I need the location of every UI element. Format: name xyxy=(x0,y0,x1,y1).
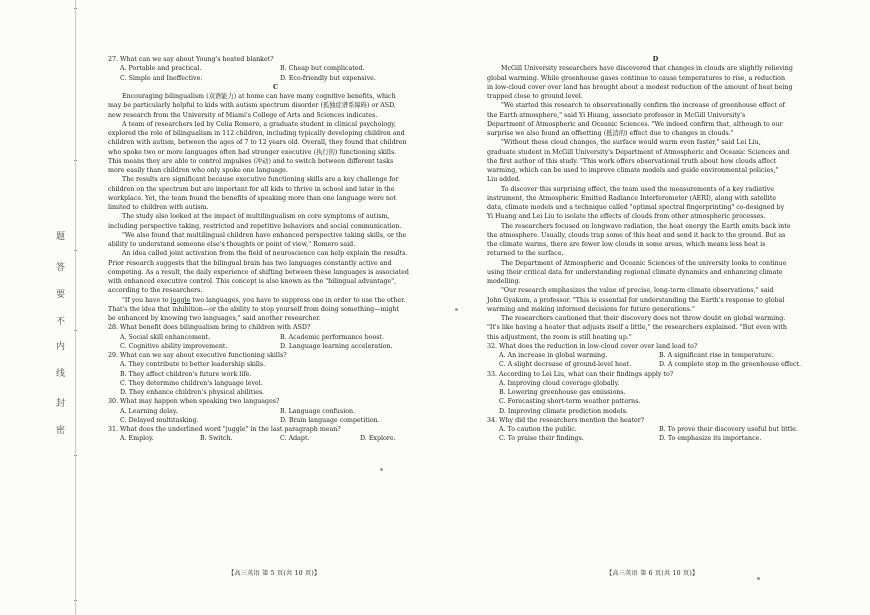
answer-option: A. Learning delay. xyxy=(120,407,178,415)
passage-line: who spoke two or more languages often had stronger executive (执行的) functioning skills. xyxy=(108,148,397,156)
answer-option: B. They affect children's future work life. xyxy=(120,370,252,378)
paragraph-start: The researchers focused on longwave radiation, the heat energy the Earth emits back into xyxy=(501,222,791,230)
answer-option: B. Academic performance boost. xyxy=(280,333,385,341)
passage-line: the climate warms, there are fewer low clouds in some areas, which means less heat is xyxy=(487,241,766,248)
passage-line: warming and making informed decisions for future generations." xyxy=(487,305,695,313)
paragraph-start: McGill University researchers have discovered that changes in clouds are slightly relieving xyxy=(501,65,793,73)
answer-option: B. A significant rise in temperature. xyxy=(659,352,774,359)
passage-line: This means they are able to control impulses (冲动) and to switch between different tasks xyxy=(108,157,394,165)
answer-option: C. Delayed multitasking. xyxy=(120,416,199,424)
answer-option: A. They contribute to better leadership skills. xyxy=(120,361,266,369)
answer-option: A. Portable and practical. xyxy=(120,65,202,73)
paragraph-start: The Department of Atmospheric and Oceanic Sciences of the university looks to continue xyxy=(501,259,787,267)
answer-options-row xyxy=(108,416,443,425)
passage-line: Liu added. xyxy=(487,176,521,184)
paragraph-start: "We also found that multilingual children have enhanced perspective taking skills, or the xyxy=(122,231,407,239)
margin-char: 要 xyxy=(56,290,66,300)
question-stem: 30. What may happen when speaking two languages? xyxy=(108,398,280,406)
question-stem: 34. Why did the researchers mention the heater? xyxy=(487,416,645,424)
passage-line: including perspective taking, restricted and repetitive behaviors and social communication. xyxy=(108,222,402,230)
margin-char: 内 xyxy=(56,342,66,352)
paragraph-start: "Without these cloud changes, the surface would warm even faster," said Lei Liu, xyxy=(501,139,761,147)
underlined-word: juggle xyxy=(170,296,191,304)
answer-options-row xyxy=(487,360,824,369)
answer-option: C. Forecasting short-term weather patterns. xyxy=(499,398,641,406)
answer-option: C. To praise their findings. xyxy=(499,435,584,443)
passage-line: surprise we also found an offsetting (抵消的) effect due to changes in clouds." xyxy=(487,130,734,137)
question-stem: 27. What can we say about Young's heated blanket? xyxy=(108,56,274,63)
answer-options-row xyxy=(108,333,443,342)
answer-options-row xyxy=(487,425,824,434)
passage-line: warming, which can be used to improve climate models and guide environmental policies," xyxy=(487,167,779,174)
question-stem: 32. What does the reduction in low-cloud cover over land lead to? xyxy=(487,342,698,350)
passage-line: according to the researchers. xyxy=(108,287,203,295)
scan-dot xyxy=(757,577,760,580)
passage-line: That's the idea that inhibition—or the ability to stop yourself from doing something—might xyxy=(108,305,400,313)
passage-line: John Gyakum, a professor. "This is essential for understanding the Earth's response to global xyxy=(487,296,785,304)
passage-line: more easily than children who only spoke one language. xyxy=(108,167,288,174)
passage-line: explored the role of bilingualism in 112 children, including typically developing children and xyxy=(108,130,405,137)
paragraph-start xyxy=(108,296,443,305)
passage-line: global warming. While greenhouse gases continue to cause temperatures to rise, a reduction xyxy=(487,74,786,82)
question-stem: 29. What can we say about executive functioning skills? xyxy=(108,352,287,359)
footer-right: 【高三英语 第 6 页(共 10 页)】 xyxy=(606,570,699,577)
passage-line: Yi Huang and Lei Liu to isolate the effects of clouds from other atmospheric processes. xyxy=(487,213,766,221)
question-stem: 28. What benefit does bilingualism bring to children with ASD? xyxy=(108,324,311,332)
answer-option: D. Brain language competition. xyxy=(280,416,380,424)
paragraph-start: An idea called joint activation from the field of neuroscience can help explain the results. xyxy=(122,250,408,258)
margin-char: 封 xyxy=(56,399,66,409)
scan-dot xyxy=(380,468,383,471)
passage-line: Prior research suggests that the bilingual brain has two languages constantly active and xyxy=(108,259,392,267)
scan-dot xyxy=(455,308,458,311)
answer-option: B. Lowering greenhouse gas emissions. xyxy=(499,389,626,396)
answer-option: C. A slight decrease of ground-level heat. xyxy=(499,361,632,369)
answer-option: B. Cheap but complicated. xyxy=(280,65,365,73)
passage-line: workplace. Yet, the team found the benefits of speaking more than one language were not xyxy=(108,194,397,202)
paragraph-start: Encouraging bilingualism (双语能力) at home can have many cognitive benefits, which xyxy=(122,93,396,100)
answer-options-row xyxy=(108,342,443,351)
answer-option: D. Eco-friendly but expensive. xyxy=(280,74,376,82)
passage-line: using their critical data for understanding regional climate dynamics and enhancing climate xyxy=(487,268,783,276)
margin-char: 不 xyxy=(56,317,66,327)
passage-line: the atmosphere. Usually, clouds trap some of this heat and send it back to the ground. But as xyxy=(487,231,786,239)
binding-margin xyxy=(0,0,78,615)
passage-line: "It's like having a heater that adjusts itself a little," the researchers explained. "But even with xyxy=(487,324,787,332)
answer-option: D. Explore. xyxy=(360,435,396,443)
passage-text: two languages, you have to suppress one in order to use the other. xyxy=(190,296,406,304)
paragraph-start: The study also looked at the impact of multilingualism on core symptoms of autism, xyxy=(122,213,390,221)
passage-line: be enhanced by knowing two languages," said another researcher. xyxy=(108,315,321,322)
answer-option: B. Language confusion. xyxy=(280,407,356,415)
answer-option: C. Simple and Ineffective. xyxy=(120,74,203,82)
answer-option: C. Cognitive ability improvement. xyxy=(120,342,228,350)
answer-option: D. A complete stop in the greenhouse effect. xyxy=(659,361,802,369)
answer-options-row xyxy=(108,434,443,443)
left-column xyxy=(108,55,443,444)
binding-line xyxy=(75,0,76,615)
answer-option: A. To caution the public. xyxy=(499,426,577,433)
passage-line: children on the spectrum but are important for all kids to thrive in school and later in the xyxy=(108,185,395,193)
margin-char: 答 xyxy=(56,263,66,273)
answer-option: C. Adapt. xyxy=(280,435,310,443)
answer-option: D. They enhance children's physical abilities. xyxy=(120,389,265,396)
footer-left: 【高三英语 第 5 页(共 10 页)】 xyxy=(228,570,321,577)
passage-line: ability to understand someone else's thoughts or point of view," Romero said. xyxy=(108,241,356,248)
passage-line: Department of Atmospheric and Oceanic Sciences. "We indeed confirm that, although to our xyxy=(487,120,783,128)
right-column xyxy=(487,55,824,444)
answer-option: A. Social skill enhancement. xyxy=(120,333,211,341)
answer-option: D. To emphasize its importance. xyxy=(659,435,762,443)
answer-option: A. Improving cloud coverage globally. xyxy=(499,379,620,387)
passage-line: may be particularly helpful to kids with autism spectrum disorder (孤独症谱系障碍) or ASD, xyxy=(108,102,396,110)
answer-options-row xyxy=(487,351,824,360)
answer-option: B. Switch. xyxy=(200,435,233,443)
margin-char: 密 xyxy=(56,426,66,436)
section-heading: C xyxy=(272,83,278,91)
passage-line: the first author of this study. "This work offers observational truth about how clouds affect xyxy=(487,157,777,165)
passage-line: trapped close to ground level. xyxy=(487,93,583,100)
passage-line: in low-cloud cover over land has brought about a modest reduction of the amount of heat being xyxy=(487,83,793,91)
passage-line: instrument, the Atmospheric Emitted Radiance Interferometer (AERI), along with satellite xyxy=(487,194,777,202)
passage-line: the Earth atmosphere," said Yi Huang, associate professor in McGill University's xyxy=(487,111,746,119)
paragraph-start: To discover this surprising effect, the team used the measurements of a key radiative xyxy=(501,185,774,193)
paragraph-start: The results are significant because executive functioning skills are a key challenge for xyxy=(122,176,399,184)
question-stem: 33. According to Lei Liu, what can their findings apply to? xyxy=(487,370,674,378)
paragraph-start: "Our research emphasizes the value of precise, long-term climate observations," said xyxy=(501,287,774,295)
paragraph-start: "We started this research to observationally confirm the increase of greenhouse effect of xyxy=(501,102,785,110)
passage-line: returned to the surface. xyxy=(487,250,564,258)
section-heading: D xyxy=(652,56,659,63)
answer-options-row xyxy=(487,434,824,443)
answer-options-row xyxy=(108,74,443,83)
answer-option: A. Employ. xyxy=(120,435,154,443)
passage-line: with enhanced executive control. This concept is also known as the "bilingual advantage", xyxy=(108,278,397,285)
passage-line: modelling. xyxy=(487,278,521,285)
paragraph-start: A team of researchers led by Celia Romero, a graduate student in clinical psychology, xyxy=(122,120,396,128)
passage-text: "If you have to xyxy=(122,296,171,304)
passage-line: competing. As a result, the daily experience of shifting between these languages is associated xyxy=(108,268,409,276)
paragraph-start: The researchers cautioned that their discovery does not throw doubt on global warming. xyxy=(501,315,786,322)
passage-line: limited to children with autism. xyxy=(108,204,209,211)
question-stem: 31. What does the underlined word "juggle" in the last paragraph mean? xyxy=(108,426,341,433)
answer-options-row xyxy=(108,64,443,73)
answer-option: D. Improving climate prediction models. xyxy=(499,407,628,415)
answer-options-row xyxy=(108,407,443,416)
passage-line: this adjustment, the room is still heating up." xyxy=(487,333,632,341)
passage-line: children with autism, between the ages of 7 to 12 years old. Overall, they found that children xyxy=(108,139,407,147)
passage-line: data, climate models and a technique called "optimal spectral fingerprinting" co-designed by xyxy=(487,204,785,211)
answer-option: C. They determine children's language level. xyxy=(120,379,263,387)
answer-option: A. An increase in global warming. xyxy=(499,352,608,359)
passage-line: graduate student in McGill University's Department of Atmospheric and Oceanic Sciences and xyxy=(487,148,790,156)
answer-option: D. Language learning acceleration. xyxy=(280,342,393,350)
margin-char: 线 xyxy=(56,369,66,379)
passage-line: new research from the University of Miami's College of Arts and Sciences indicates. xyxy=(108,111,378,119)
answer-option: B. To prove their discovery useful but little. xyxy=(659,426,798,433)
margin-char: 题 xyxy=(56,232,66,242)
